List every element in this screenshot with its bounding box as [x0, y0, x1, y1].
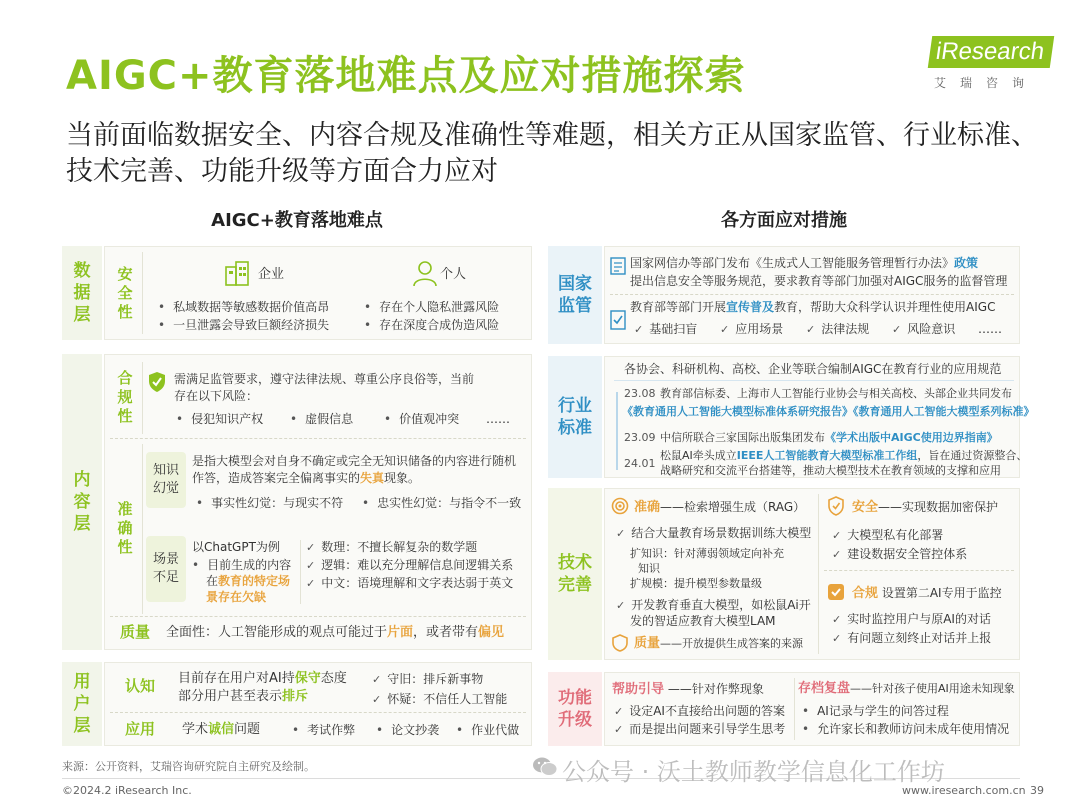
quality-text-part: ，或者带有 [413, 625, 479, 640]
quality-badge-icon [610, 634, 630, 652]
page-subtitle: 当前面临数据安全、内容合规及准确性等难题，相关方正从国家监管、行业标准、技术完善、功能升级等方面合力应对 [66, 120, 1038, 187]
hallucination-line-2 [192, 469, 420, 487]
tech-accuracy-subitem: 知识 [638, 562, 660, 575]
application-item: • 考试作弊 [292, 721, 355, 739]
enterprise-item: • 一旦泄露会导致巨额经济损失 [158, 316, 329, 334]
tech-improvement-label: 技术完善 [548, 488, 602, 660]
scene-item: ✓ 逻辑：难以充分理解信息间逻辑关系 [306, 556, 513, 575]
data-security-label: 安全性 [117, 264, 133, 321]
right-column-header: 各方面应对措施 [721, 210, 847, 231]
person-icon [410, 258, 440, 288]
national-item: …… [978, 322, 1002, 336]
tech-security-item: ✓ 大模型私有化部署 [832, 526, 943, 545]
enterprise-building-icon [222, 258, 252, 288]
cognition-label: 认知 [124, 676, 155, 695]
event-text-part: 松鼠AI牵头成立 [660, 449, 737, 462]
reject-highlight: 排斥 [282, 689, 309, 704]
event-text-part: 中信所联合三家国际出版集团发布 [660, 431, 825, 444]
tech-accuracy-subitem: 扩知识：针对薄弱领域定向补充 [630, 547, 784, 560]
document-icon [608, 256, 628, 276]
tech-accuracy-subtitle: ——检索增强生成（RAG） [660, 500, 806, 514]
target-icon [610, 496, 630, 516]
event-text-highlight: 《学术出版中AIGC使用边界指南》 [825, 431, 998, 444]
event-date: 24.01 [624, 457, 656, 470]
scene-tag: 场景不足 [146, 536, 186, 602]
policy-highlight: 政策 [954, 256, 979, 270]
function-right-head [798, 681, 1015, 697]
guidance-title: 帮助引导 [612, 682, 665, 697]
archive-item: • 允许家长和教师访问未成年使用情况 [802, 720, 1009, 738]
divider [110, 712, 526, 713]
cognition-text: 目前存在用户对AI持 [178, 671, 295, 686]
archive-item: • AI记录与学生的问答过程 [802, 702, 949, 720]
event-text-highlight: 《教育通用人工智能大模型标准体系研究报告》《教育通用人工智能大模型系列标准》 [622, 405, 1035, 418]
iresearch-logo [922, 36, 1052, 96]
cognition-text: 部分用户甚至表示 [178, 689, 283, 704]
tech-compliance-item: ✓ 实时监控用户与原AI的对话 [832, 610, 991, 629]
timeline-line [616, 392, 618, 470]
compliance-item: …… [486, 412, 510, 426]
compliance-item: • 价值观冲突 [384, 410, 459, 428]
event-text-highlight: IEEE人工智能教育大模型标准工作组 [736, 449, 918, 462]
data-layer-label: 数据层 [62, 246, 102, 340]
watermark: 公众号 · 沃土教师教学信息化工作坊 [562, 758, 945, 786]
cognition-item: ✓ 怀疑：不信任人工智能 [372, 690, 507, 709]
security-shield-icon [826, 496, 846, 516]
wechat-icon [532, 754, 558, 780]
event-text: 教育部信标委、上海市人工智能行业协会与相关高校、头部企业共同发布 [660, 387, 1012, 400]
conservative-highlight: 保守 [294, 671, 321, 686]
tech-security-subtitle: ——实现数据加密保护 [878, 500, 999, 514]
cognition-line-2 [178, 688, 308, 706]
source-note: 来源：公开资料，艾瑞咨询研究院自主研究及绘制。 [62, 760, 315, 773]
tech-accuracy-item: ✓ 结合大量教育场景数据训练大模型 [616, 524, 811, 543]
tech-compliance-title: 合规 [852, 586, 879, 601]
left-column-header: AIGC+教育落地难点 [211, 210, 383, 231]
hallucination-item: • 事实性幻觉：与现实不符 [196, 494, 343, 512]
event-text [660, 430, 998, 446]
user-layer-label: 用户层 [62, 662, 102, 746]
cognition-text: 态度 [320, 671, 347, 686]
national-text: 教育，帮助大众科学认识并理性使用AIGC [774, 300, 996, 314]
application-item: • 论文抄袭 [376, 721, 439, 739]
scene-desc-1: • 目前生成的内容 [192, 556, 291, 574]
personal-item: • 存在个人隐私泄露风险 [364, 298, 499, 316]
tech-compliance-head [852, 584, 1002, 603]
event-text [660, 448, 1027, 464]
event-date: 23.09 [624, 431, 656, 444]
national-text: 国家网信办等部门发布《生成式人工智能服务管理暂行办法》 [630, 256, 955, 270]
quality-text-part: 全面性：人工智能形成的观点可能过于 [166, 625, 388, 640]
scene-desc-3: 景存在欠缺 [206, 590, 267, 604]
hallucination-text: 作答，造成答案完全偏离事实的 [192, 471, 361, 485]
one-sided-highlight: 片面 [387, 625, 414, 640]
divider [110, 438, 526, 439]
national-regulation-label: 国家监管 [548, 246, 602, 344]
personal-label: 个人 [440, 267, 467, 282]
hallucination-item: • 忠实性幻觉：与指令不一致 [362, 494, 521, 512]
quality-text [166, 624, 504, 642]
copyright: ©2024.2 iResearch Inc. [62, 784, 192, 797]
tech-security-item: ✓ 建设数据安全管控体系 [832, 545, 967, 564]
divider [610, 294, 1014, 295]
scene-item: ✓ 数理：不擅长解复杂的数学题 [306, 538, 477, 557]
hallucination-line-1: 是指大模型会对自身不确定或完全无知识储备的内容进行随机 [192, 454, 517, 468]
distortion-highlight: 失真 [360, 471, 385, 485]
divider [142, 252, 143, 334]
content-layer-label: 内容层 [62, 354, 102, 650]
national-line-3 [630, 298, 995, 316]
scene-example: 以ChatGPT为例 [192, 540, 280, 554]
compliance-item: • 侵犯知识产权 [176, 410, 263, 428]
application-label: 应用 [124, 719, 155, 738]
national-item: ✓ 应用场景 [720, 320, 783, 339]
application-text-part: 学术 [182, 722, 209, 737]
tech-quality-head [634, 636, 803, 652]
cognition-line-1 [178, 670, 347, 688]
divider [824, 570, 1014, 571]
divider [794, 678, 795, 740]
tech-accuracy-head [634, 498, 805, 517]
shield-icon [146, 370, 168, 394]
industry-head: 各协会、科研机构、高校、企业等联合编制AIGC在教育行业的应用规范 [624, 362, 1002, 376]
guidance-item: ✓ 而是提出问题来引导学生思考 [614, 720, 785, 739]
national-item: ✓ 风险意识 [892, 320, 955, 339]
archive-subtitle: ——针对孩子使用AI用途未知现象 [850, 682, 1015, 695]
checklist-icon [608, 300, 628, 340]
logo-brand: iResearch [928, 36, 1055, 68]
tech-accuracy-item: 发的智适应教育大模型LAM [630, 614, 776, 628]
accuracy-label: 准确性 [117, 499, 133, 556]
divider [142, 444, 143, 614]
tech-quality-subtitle: ——开放提供生成答案的来源 [660, 637, 804, 650]
compliance-item: • 虚假信息 [290, 410, 353, 428]
tech-security-title: 安全 [852, 500, 879, 515]
divider [300, 540, 301, 604]
event-text: 战略研究和交流平台搭建等，推动大模型技术在教育领域的支撑和应用 [660, 464, 1001, 477]
integrity-highlight: 诚信 [208, 722, 235, 737]
divider [110, 616, 526, 617]
tech-quality-title: 质量 [634, 636, 661, 651]
national-line-1 [630, 254, 978, 272]
event-date: 23.08 [624, 387, 656, 400]
application-text [182, 721, 260, 739]
compliance-line-2: 存在以下风险： [174, 389, 259, 403]
page-number: 39 [1030, 784, 1044, 797]
national-item: ✓ 法律法规 [806, 320, 869, 339]
hallucination-text: 现象。 [384, 471, 421, 485]
application-text-part: 问题 [234, 722, 261, 737]
national-item: ✓ 基础扫盲 [634, 320, 697, 339]
bias-highlight: 偏见 [478, 625, 505, 640]
function-upgrade-label: 功能升级 [548, 672, 602, 746]
hallucination-tag: 知识幻觉 [146, 452, 186, 508]
page-title: AIGC+教育落地难点及应对措施探索 [66, 53, 746, 99]
divider [614, 380, 1014, 381]
function-left-head [612, 680, 764, 699]
guidance-subtitle: ——针对作弊现象 [667, 682, 764, 696]
personal-item: • 存在深度合成伪造风险 [364, 316, 499, 334]
scene-highlight: 教育的特定场 [218, 574, 291, 588]
tech-accuracy-subitem: 扩规模：提升模型参数量级 [630, 577, 762, 590]
compliance-label: 合规性 [117, 368, 133, 425]
scene-desc-text: 在 [206, 574, 219, 588]
cognition-item: ✓ 守旧：排斥新事物 [372, 670, 483, 689]
logo-cn: 艾瑞咨询 [934, 76, 1039, 90]
compliance-line-1: 需满足监管要求，遵守法律法规、尊重公序良俗等，当前 [174, 372, 475, 386]
application-item: • 作业代做 [456, 721, 519, 739]
divider [818, 494, 819, 654]
divider [142, 362, 143, 434]
archive-title: 存档复盘 [798, 681, 851, 696]
enterprise-label: 企业 [258, 267, 285, 282]
enterprise-item: • 私域数据等敏感数据价值高昂 [158, 298, 329, 316]
event-text-part: ，旨在通过资源整合、 [917, 449, 1028, 462]
scene-item: ✓ 中文：语境理解和文字表达弱于英文 [306, 574, 513, 593]
guidance-item: ✓ 设定AI不直接给出问题的答案 [614, 702, 785, 721]
compliance-check-icon [826, 582, 846, 602]
website: www.iresearch.com.cn [902, 784, 1026, 797]
publicity-highlight: 宣传普及 [726, 300, 775, 314]
national-text: 教育部等部门开展 [630, 300, 727, 314]
quality-label: 质量 [119, 622, 150, 641]
tech-compliance-subtitle: 设置第二AI专用于监控 [881, 586, 1002, 600]
tech-accuracy-item: ✓ 开发教育垂直大模型，如松鼠Ai开 [616, 596, 811, 615]
national-line-2: 提出信息安全等服务规范，要求教育等部门加强对AIGC服务的监督管理 [630, 274, 1008, 288]
tech-compliance-item: ✓ 有问题立刻终止对话并上报 [832, 629, 991, 648]
tech-accuracy-title: 准确 [634, 500, 661, 515]
tech-security-head [852, 498, 998, 517]
industry-standard-label: 行业标准 [548, 356, 602, 478]
